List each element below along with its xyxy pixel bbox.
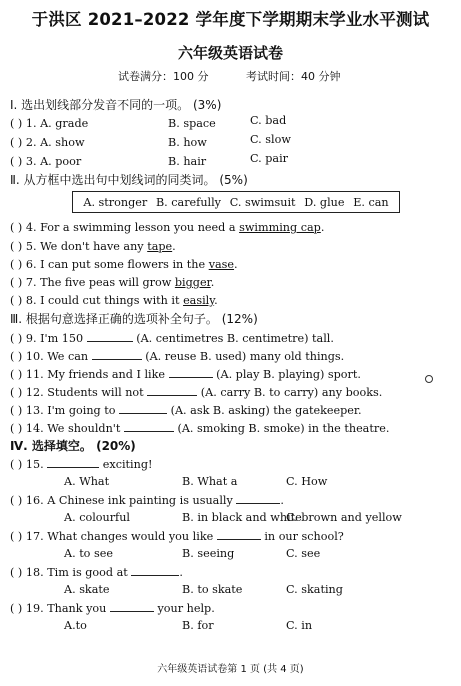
- underlined-word: tape: [147, 240, 173, 253]
- word-bank-box: [72, 191, 400, 213]
- question-17: ( ) 17. What changes would you like in our school?: [10, 530, 344, 543]
- question-15-option-c: C. How: [286, 475, 328, 488]
- answer-blank[interactable]: [217, 529, 261, 540]
- question-7: ( ) 7. The five peas will grow bigger.: [10, 276, 215, 289]
- question-16-option-c: C. brown and yellow: [286, 511, 402, 524]
- question-9: ( ) 9. I'm 150 (A. centimetres B. centimetre) tall.: [10, 332, 334, 345]
- answer-blank[interactable]: [236, 493, 280, 504]
- underlined-word: bigger: [174, 276, 211, 289]
- section-1-heading: Ⅰ. 选出划线部分发音不同的一项。 (3%): [10, 98, 222, 112]
- question-19-option-c: C. in: [286, 619, 313, 632]
- question-5: ( ) 5. We don't have any tape.: [10, 240, 176, 253]
- question-13: ( ) 13. I'm going to (A. ask B. asking) the gatekeeper.: [10, 404, 362, 417]
- question-2: ( ) 2. A. show: [10, 136, 85, 149]
- question-1: ( ) 1. A. grade: [10, 117, 89, 130]
- exam-title: 于洪区 2021–2022 学年度下学期期末学业水平测试: [31, 10, 430, 29]
- section-2-heading: Ⅱ. 从方框中选出句中划线词的同类词。 (5%): [10, 173, 248, 187]
- question-18-option-c: C. skating: [286, 583, 343, 596]
- word-option-a: A. stronger: [83, 195, 148, 209]
- exam-subtitle: 六年级英语试卷: [177, 44, 283, 62]
- question-15-option-a: A. What: [64, 475, 110, 488]
- question-18: ( ) 18. Tim is good at .: [10, 566, 183, 579]
- answer-blank[interactable]: [87, 331, 133, 342]
- question-14: ( ) 14. We shouldn't (A. smoking B. smoke) in the theatre.: [10, 422, 390, 435]
- question-17-option-c: C. see: [286, 547, 321, 560]
- question-16-option-b: B. in black and white: [182, 511, 302, 524]
- question-19: ( ) 19. Thank you your help.: [10, 602, 215, 615]
- question-1-option-b: B. space: [168, 117, 216, 130]
- answer-blank[interactable]: [110, 601, 154, 612]
- question-1-option-c: C. bad: [250, 114, 287, 127]
- question-4: ( ) 4. For a swimming lesson you need a swimming cap.: [10, 221, 325, 234]
- question-2-option-c: C. slow: [250, 133, 291, 146]
- section-4-heading: Ⅳ. 选择填空。 (20%): [10, 439, 136, 453]
- answer-blank[interactable]: [169, 367, 213, 378]
- page-footer: 六年级英语试卷第 1 页 (共 4 页): [157, 664, 304, 675]
- question-16-option-a: A. colourful: [64, 511, 130, 524]
- word-option-d: D. glue: [304, 195, 345, 209]
- score-label: 试卷满分：100 分: [118, 70, 209, 83]
- question-19-option-a: A.to: [64, 619, 87, 632]
- question-15-option-b: B. What a: [182, 475, 238, 488]
- underlined-word: swimming cap: [239, 221, 321, 234]
- question-11: ( ) 11. My friends and I like (A. play B. playing) sport.: [10, 368, 361, 381]
- word-option-c: C. swimsuit: [229, 195, 296, 209]
- question-18-option-a: A. skate: [64, 583, 110, 596]
- underlined-word: vase: [208, 258, 235, 271]
- section-3-heading: Ⅲ. 根据句意选择正确的选项补全句子。 (12%): [10, 312, 258, 326]
- question-2-option-b: B. how: [168, 136, 207, 149]
- word-option-b: B. carefully: [155, 195, 221, 209]
- question-18-option-b: B. to skate: [182, 583, 243, 596]
- question-3-option-c: C. pair: [250, 152, 289, 165]
- question-3: ( ) 3. A. poor: [10, 155, 82, 168]
- time-label: 考试时间：40 分钟: [246, 70, 341, 83]
- question-8: ( ) 8. I could cut things with it easily.: [10, 294, 218, 307]
- question-15: ( ) 15. exciting!: [10, 458, 153, 471]
- question-17-option-a: A. to see: [64, 547, 113, 560]
- question-12: ( ) 12. Students will not (A. carry B. to carry) any books.: [10, 386, 383, 399]
- question-3-option-b: B. hair: [168, 155, 207, 168]
- question-17-option-b: B. seeing: [182, 547, 235, 560]
- question-6: ( ) 6. I can put some flowers in the vase.: [10, 258, 238, 271]
- scan-speck: [425, 375, 433, 383]
- question-19-option-b: B. for: [182, 619, 214, 632]
- answer-blank[interactable]: [47, 457, 99, 468]
- underlined-word: easily: [183, 294, 215, 307]
- answer-blank[interactable]: [119, 403, 167, 414]
- answer-blank[interactable]: [124, 421, 174, 432]
- question-16: ( ) 16. A Chinese ink painting is usually .: [10, 494, 284, 507]
- word-option-e: E. can: [353, 195, 389, 209]
- answer-blank[interactable]: [92, 349, 142, 360]
- question-10: ( ) 10. We can (A. reuse B. used) many old things.: [10, 350, 345, 363]
- answer-blank[interactable]: [131, 565, 179, 576]
- answer-blank[interactable]: [147, 385, 197, 396]
